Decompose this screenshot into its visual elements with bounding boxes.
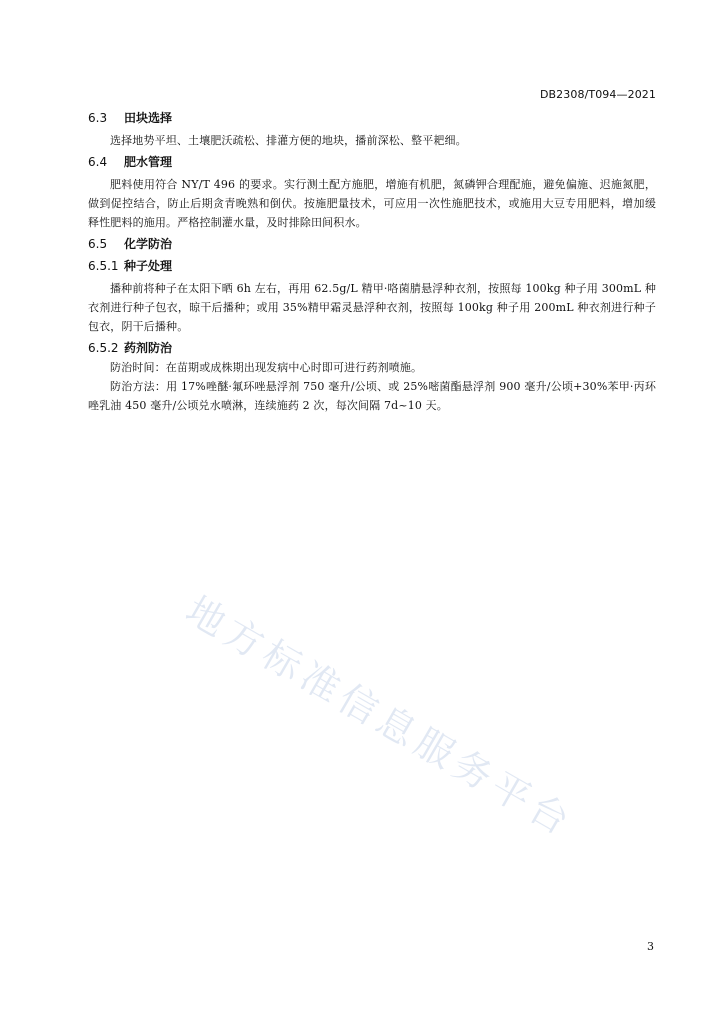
section-paragraph: 播种前将种子在太阳下晒 6h 左右，再用 62.5g/L 精甲·咯菌腈悬浮种衣剂，按照每 100kg 种子用 300mL 种衣剂进行种子包衣，晾干后播种；或用 35%精甲霜灵悬浮种衣剂，按照每 100kg 种子用 200mL 种衣剂进行种子包衣，阴干后播种。	[88, 282, 656, 333]
section-paragraph: 选择地势平坦、土壤肥沃疏松、排灌方便的地块，播前深松、整平耙细。	[110, 134, 467, 147]
section-title: 药剂防治	[124, 341, 173, 355]
section-heading-6-5-1	[88, 256, 656, 276]
page-number: 3	[647, 940, 654, 953]
section-heading-6-3	[88, 108, 656, 128]
document-body	[88, 108, 656, 415]
watermark: 地方标准信息服务平台	[178, 587, 582, 846]
section-heading-6-5-2	[88, 338, 656, 358]
section-title: 化学防治	[124, 237, 173, 251]
section-title: 肥水管理	[124, 155, 173, 169]
section-paragraph: 防治时间：在苗期或成株期出现发病中心时即可进行药剂喷施。	[110, 361, 423, 374]
document-code: DB2308/T094—2021	[539, 88, 656, 101]
section-number: 6.5.1	[88, 259, 119, 273]
section-heading-6-5	[88, 234, 656, 254]
section-number: 6.4	[88, 155, 108, 169]
section-paragraph: 肥料使用符合 NY/T 496 的要求。实行测土配方施肥，增施有机肥，氮磷钾合理配施，避免偏施、迟施氮肥，做到促控结合，防止后期贪青晚熟和倒伏。按施肥量技术，可应用一次性施肥技术，或施用大豆专用肥料，增加缓释性肥料的施用。严格控制灌水量，及时排除田间积水。	[88, 178, 656, 229]
section-paragraph: 防治方法：用 17%唑醚·氟环唑悬浮剂 750 毫升/公顷、或 25%嘧菌酯悬浮剂 900 毫升/公顷+30%苯甲·丙环唑乳油 450 毫升/公顷兑水喷淋，连续施药 2 次，每次间隔 7d~10 天。	[88, 380, 656, 412]
section-number: 6.3	[88, 111, 108, 125]
section-heading-6-4	[88, 152, 656, 172]
section-title: 种子处理	[124, 259, 173, 273]
section-title: 田块选择	[124, 111, 173, 125]
section-number: 6.5	[88, 237, 108, 251]
section-number: 6.5.2	[88, 341, 119, 355]
